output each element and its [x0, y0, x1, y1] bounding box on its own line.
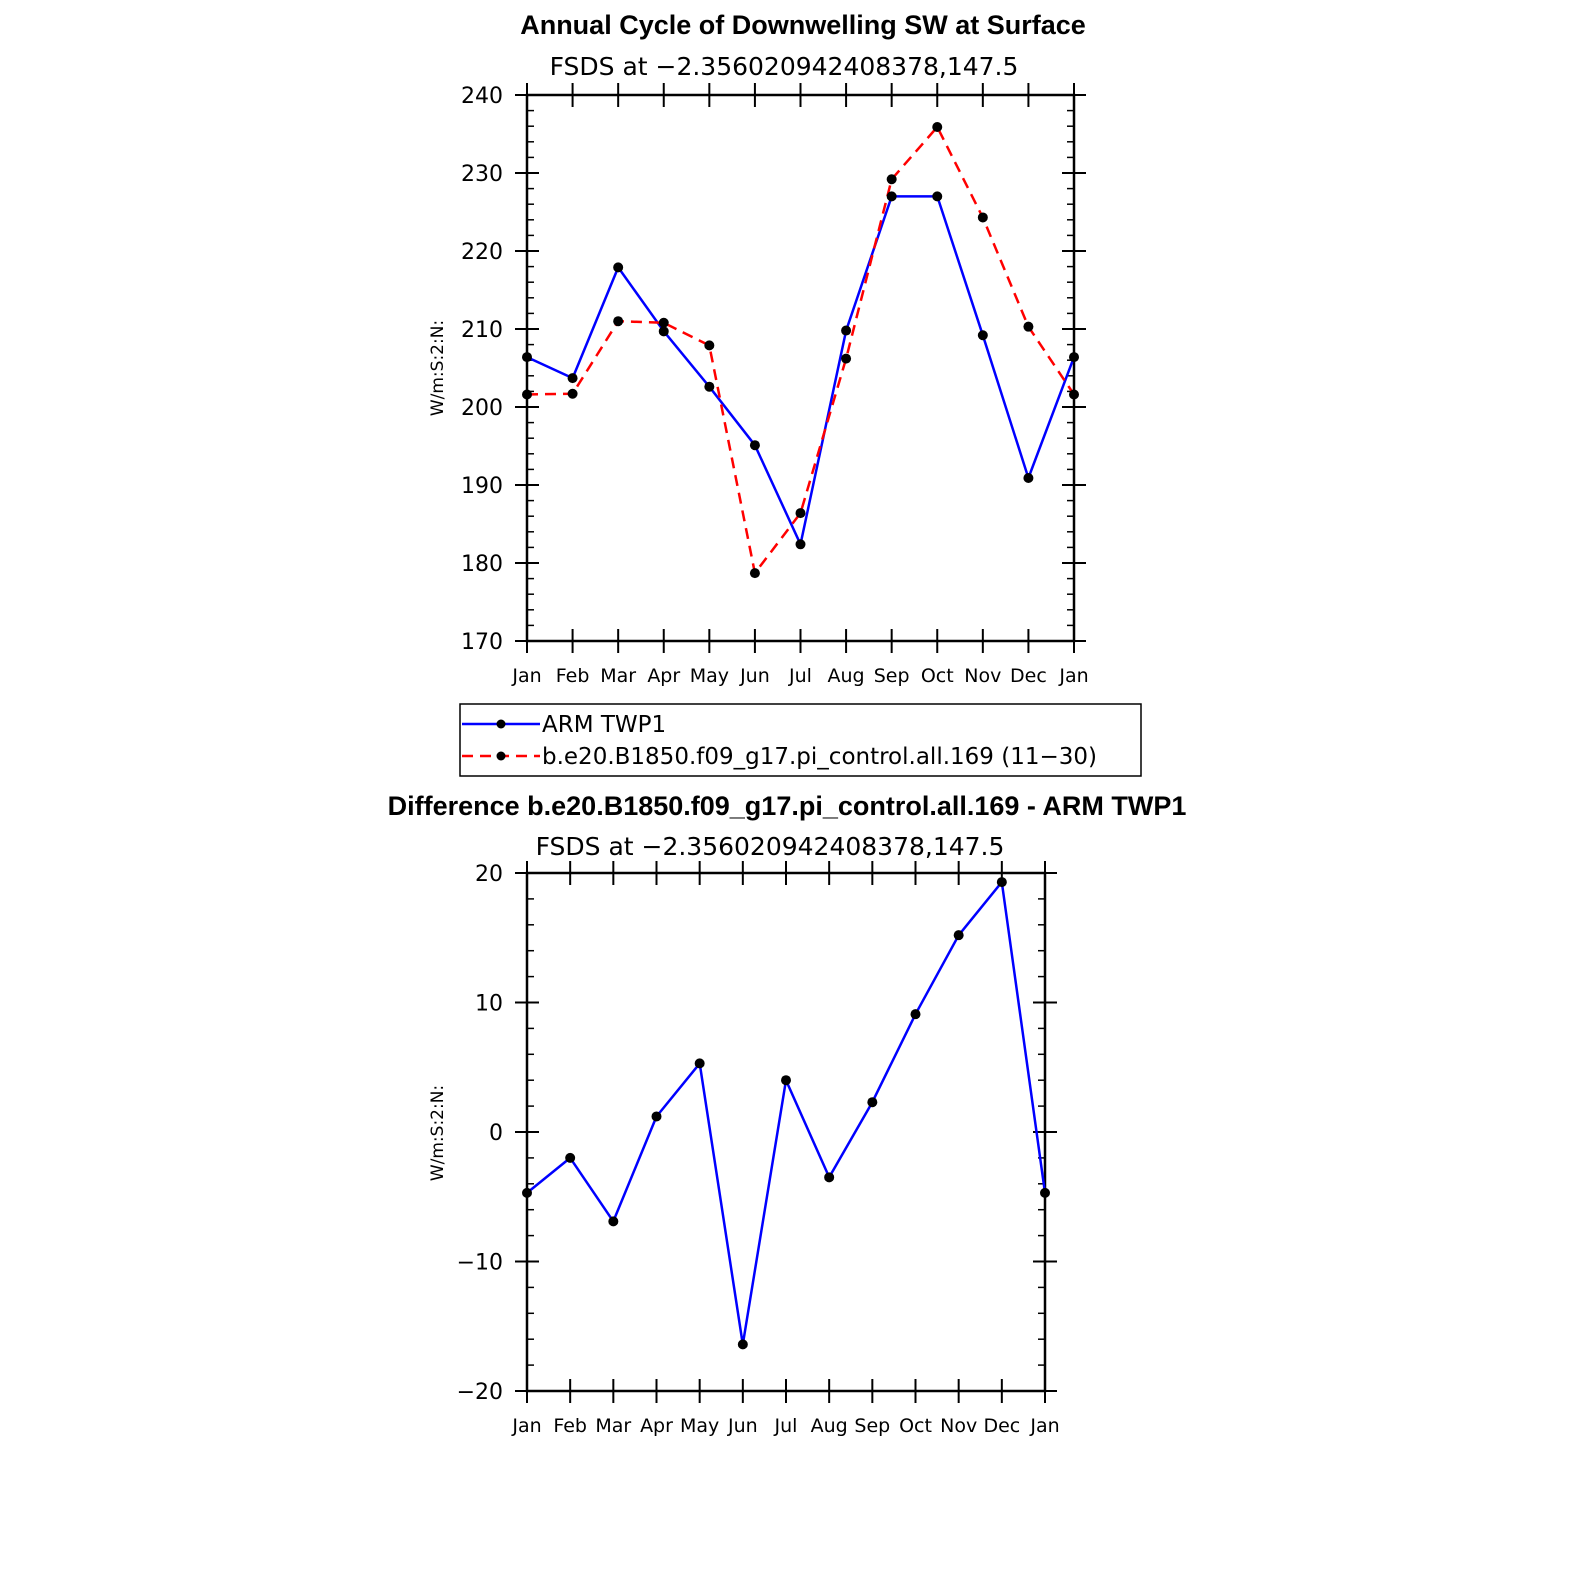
data-point-series-0	[824, 1172, 834, 1182]
y-tick-label: 180	[461, 552, 503, 577]
data-point-series-0	[738, 1339, 748, 1349]
data-point-series-0	[1040, 1188, 1050, 1198]
y-tick-label: 190	[461, 474, 503, 499]
data-point-series-0	[613, 262, 623, 272]
data-point-series-1	[978, 212, 988, 222]
data-point-series-1	[613, 316, 623, 326]
data-point-series-0	[841, 326, 851, 336]
data-point-series-1	[1069, 390, 1079, 400]
data-point-series-0	[978, 330, 988, 340]
data-point-series-0	[1069, 352, 1079, 362]
x-tick-label: Apr	[640, 1415, 673, 1437]
x-tick-label: May	[689, 665, 729, 687]
x-tick-labels	[511, 665, 1088, 687]
data-point-series-0	[659, 326, 669, 336]
x-tick-label: Nov	[964, 665, 1002, 687]
x-tick-label: May	[680, 1415, 720, 1437]
data-point-series-0	[522, 352, 532, 362]
x-tick-label: Nov	[940, 1415, 978, 1437]
x-tick-label: Oct	[920, 665, 954, 687]
data-point-series-1	[704, 340, 714, 350]
x-tick-label: Aug	[810, 1415, 848, 1437]
x-tick-label: Mar	[600, 665, 637, 687]
y-tick-label: 10	[475, 991, 503, 1017]
x-tick-label: Jul	[789, 665, 812, 687]
data-point-series-1	[568, 389, 578, 399]
y-tick-label: 210	[461, 318, 503, 343]
data-point-series-0	[608, 1216, 618, 1226]
x-tick-label: Sep	[873, 665, 910, 687]
data-point-series-0	[704, 382, 714, 392]
x-tick-label: Jan	[1030, 1415, 1060, 1437]
data-point-series-0	[781, 1075, 791, 1085]
x-tick-label: Jun	[740, 665, 770, 687]
data-point-series-0	[568, 373, 578, 383]
series-group	[522, 122, 1079, 578]
y-tick-label: 220	[461, 240, 503, 265]
y-tick-label: 200	[461, 396, 503, 421]
legend	[460, 704, 1141, 776]
legend-label-arm: ARM TWP1	[542, 712, 667, 738]
data-point-series-0	[796, 539, 806, 549]
data-point-series-0	[867, 1097, 877, 1107]
x-tick-label: Oct	[899, 1415, 932, 1437]
data-point-series-0	[652, 1111, 662, 1121]
x-tick-labels	[511, 1415, 1059, 1437]
y-tick-label: 170	[461, 630, 503, 655]
y-tick-labels	[457, 862, 503, 1405]
series-group	[522, 877, 1050, 1349]
x-tick-label: Dec	[1010, 665, 1047, 687]
series-line-0	[527, 882, 1045, 1344]
y-axis-label: W/m:S:2:N:	[428, 1084, 448, 1182]
data-point-series-1	[932, 122, 942, 132]
x-tick-label: Jan	[512, 665, 542, 687]
data-point-series-0	[750, 440, 760, 450]
y-tick-labels	[461, 84, 503, 655]
x-tick-label: Jun	[727, 1415, 758, 1437]
x-tick-label: Feb	[553, 1415, 587, 1437]
x-tick-label: Jan	[1059, 665, 1089, 687]
axis-ticks	[515, 83, 1086, 653]
data-point-series-0	[522, 1188, 532, 1198]
y-tick-label: 230	[461, 162, 503, 187]
data-point-series-0	[954, 930, 964, 940]
data-point-series-1	[522, 390, 532, 400]
x-tick-label: Jul	[774, 1415, 798, 1437]
annual-cycle-panel	[428, 10, 1141, 776]
chart-title: Annual Cycle of Downwelling SW at Surface	[520, 10, 1086, 40]
series-line-0	[527, 196, 1074, 544]
x-tick-label: Dec	[983, 1415, 1021, 1437]
legend-marker-model	[497, 752, 506, 761]
x-tick-label: Jan	[512, 1415, 542, 1437]
y-tick-label: −20	[456, 1380, 503, 1405]
data-point-series-0	[565, 1153, 575, 1163]
plot-frame	[527, 873, 1045, 1391]
legend-marker-arm	[497, 720, 506, 729]
x-tick-label: Sep	[854, 1415, 891, 1437]
x-tick-label: Apr	[647, 665, 681, 687]
x-tick-label: Aug	[827, 665, 865, 687]
plot-frame	[527, 95, 1074, 641]
data-point-series-1	[750, 568, 760, 578]
series-line-1	[527, 127, 1074, 573]
axis-ticks	[515, 861, 1057, 1403]
data-point-series-0	[997, 877, 1007, 887]
data-point-series-1	[659, 318, 669, 328]
legend-label-model: b.e20.B1850.f09_g17.pi_control.all.169 (11−30)	[542, 744, 1097, 770]
data-point-series-0	[887, 191, 897, 201]
chart-subtitle: FSDS at −2.356020942408378,147.5	[549, 52, 1019, 81]
data-point-series-0	[932, 191, 942, 201]
chart-title: Difference b.e20.B1850.f09_g17.pi_control.all.169 - ARM TWP1	[387, 791, 1187, 821]
x-tick-label: Mar	[595, 1415, 632, 1437]
y-tick-label: −10	[456, 1250, 503, 1276]
data-point-series-0	[911, 1009, 921, 1019]
difference-panel	[388, 791, 1187, 1437]
y-axis-label: W/m:S:2:N:	[428, 319, 448, 417]
data-point-series-1	[887, 174, 897, 184]
y-tick-label: 0	[489, 1121, 503, 1146]
data-point-series-0	[1023, 473, 1033, 483]
data-point-series-1	[841, 354, 851, 364]
x-tick-label: Feb	[555, 665, 590, 687]
data-point-series-1	[1023, 322, 1033, 332]
data-point-series-0	[695, 1058, 705, 1068]
y-tick-label: 240	[461, 84, 503, 109]
data-point-series-1	[796, 508, 806, 518]
y-tick-label: 20	[475, 862, 503, 887]
chart-subtitle: FSDS at −2.356020942408378,147.5	[535, 832, 1005, 861]
